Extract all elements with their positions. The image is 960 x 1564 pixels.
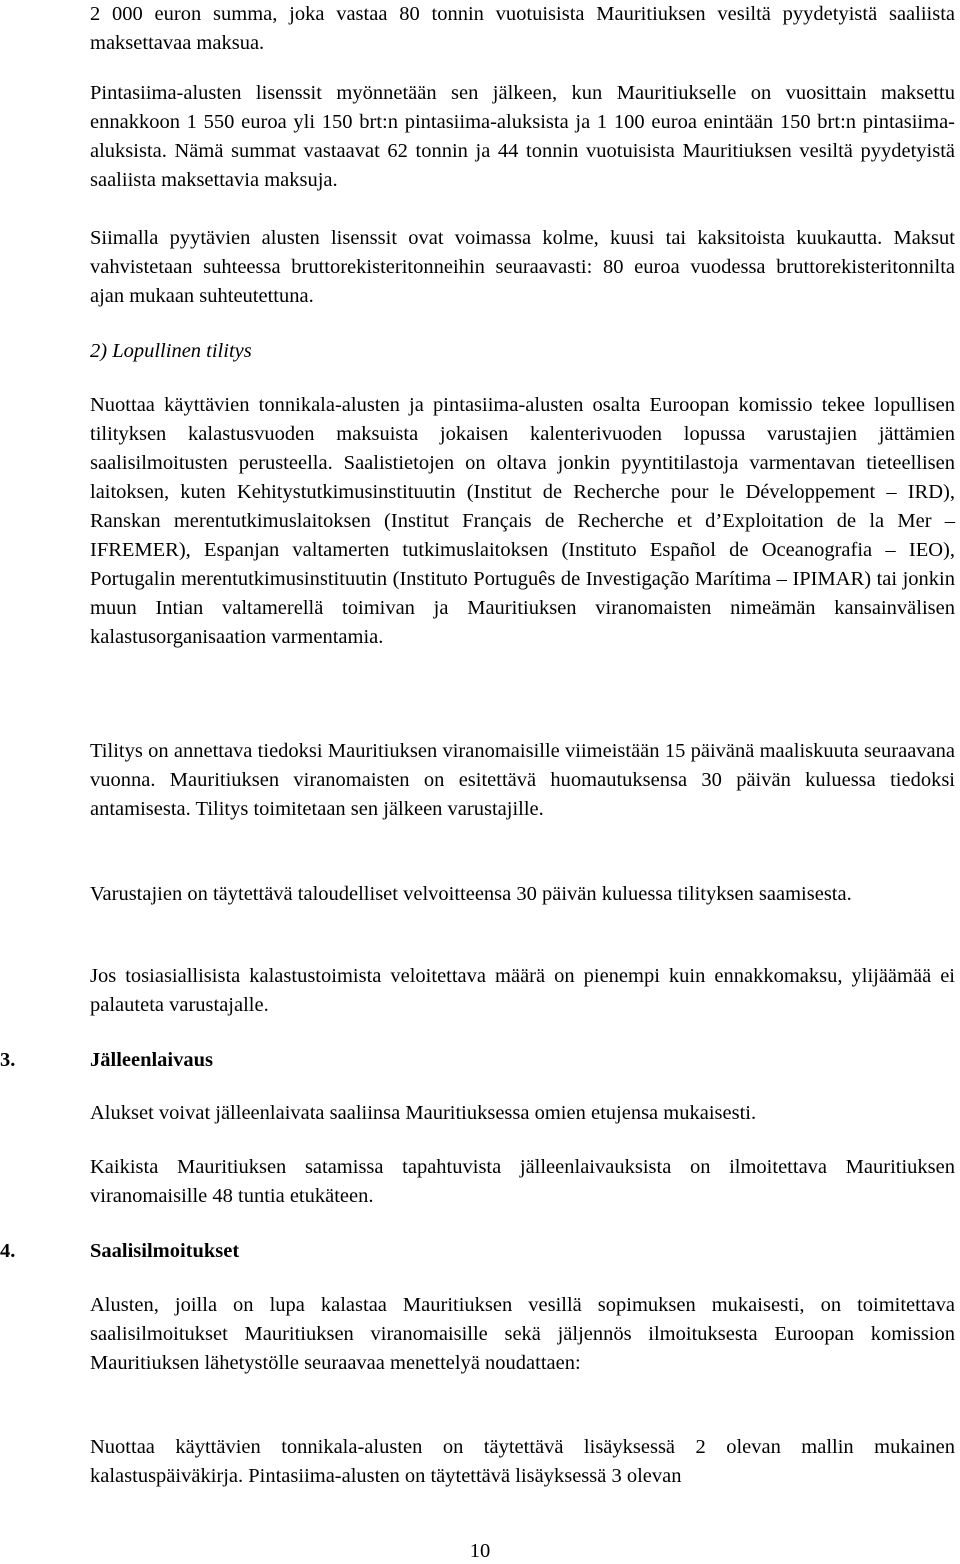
paragraph-longliner-licences: Pintasiima-alusten lisenssit myönnetään sen jälkeen, kun Mauritiukselle on vuosittain maksettu ennakkoon 1 550 euroa yli 150 brt:n pintasiima-aluksista ja 1 100 euroa enintään 150 brt:n pintasiima-aluksista. Nämä summat vastaavat 62 tonnin ja 44 tonnin vuotuisista Mauritiuksen vesiltä pyydetyistä saaliista maksettavia maksuja. [90, 82, 955, 191]
paragraph-transshipment-notice: Kaikista Mauritiuksen satamissa tapahtuvista jälleenlaivauksista on ilmoitettava Mauritiuksen viranomaisille 48 tuntia etukäteen. [90, 1156, 955, 1207]
paragraph-catch-fee: 2 000 euron summa, joka vastaa 80 tonnin vuotuisista Mauritiuksen vesiltä pyydetyistä saaliista maksettavaa maksua. [90, 3, 955, 54]
paragraph-line-vessel-licences: Siimalla pyytävien alusten lisenssit ovat voimassa kolme, kuusi tai kaksitoista kuukautta. Maksut vahvistetaan suhteessa bruttorekisteritonneihin seuraavasti: 80 euroa vuodessa bruttorekisteritonnilta ajan mukaan suhteutettuna. [90, 227, 955, 307]
paragraph-surplus: Jos tosiasiallisista kalastustoimista veloitettava määrä on pienempi kuin ennakkomaksu, ylijäämää ei palauteta varustajalle. [90, 965, 955, 1016]
section-heading-transshipment [0, 1046, 213, 1075]
paragraph-financial-obligations: Varustajien on täytettävä taloudelliset velvoitteensa 30 päivän kuluessa tilityksen saamisesta. [90, 883, 852, 905]
paragraph-transshipment-rights: Alukset voivat jälleenlaivata saaliinsa Mauritiuksessa omien etujensa mukaisesti. [90, 1102, 757, 1124]
section-title: Jälleenlaivaus [90, 1049, 214, 1071]
section-number: 3. [0, 1049, 16, 1071]
section-number: 4. [0, 1240, 16, 1262]
section-heading-catch-reports [0, 1237, 239, 1266]
subheading-final-settlement: 2) Lopullinen tilitys [90, 340, 252, 362]
paragraph-final-settlement: Nuottaa käyttävien tonnikala-alusten ja pintasiima-alusten osalta Euroopan komissio tekee lopullisen tilityksen kalastusvuoden maksuista jokaisen kalenterivuoden lopussa varustajien jättämien saalisilmoitusten perusteella. Saalistietojen on oltava jonkin pyyntitilastoja varmentavan tieteellisen laitoksen, kuten Kehitystutkimusinstituutin (Institut de Recherche pour le Développement – IRD), Ranskan merentutkimuslaitoksen (Institut Français de Recherche et d’Exploitation de la Mer – IFREMER), Espanjan valtamerten tutkimuslaitoksen (Instituto Español de Oceanografia – IEO), Portugalin merentutkimusinstituutin (Instituto Português de Investigação Marítima – IPIMAR) tai jonkin muun Intian valtamerellä toimivan ja Mauritiuksen viranomaisten nimeämän kansainvälisen kalastusorganisaation varmentamia. [90, 394, 955, 648]
paragraph-logbook: Nuottaa käyttävien tonnikala-alusten on täytettävä lisäyksessä 2 olevan mallin mukainen kalastuspäiväkirja. Pintasiima-alusten on täytettävä lisäyksessä 3 olevan [90, 1436, 955, 1487]
paragraph-catch-report-procedure: Alusten, joilla on lupa kalastaa Mauritiuksen vesillä sopimuksen mukaisesti, on toimitettava saalisilmoitukset Mauritiuksen viranomaisille sekä jäljennös ilmoituksesta Euroopan komission Mauritiuksen lähetystölle seuraavaa menettelyä noudattaen: [90, 1294, 955, 1374]
page-number: 10 [469, 1540, 491, 1562]
paragraph-settlement-notice: Tilitys on annettava tiedoksi Mauritiuksen viranomaisille viimeistään 15 päivänä maaliskuuta seuraavana vuonna. Mauritiuksen viranomaisten on esitettävä huomautuksensa 30 päivän kuluessa tiedoksi antamisesta. Tilitys toimitetaan sen jälkeen varustajille. [90, 740, 955, 820]
section-title: Saalisilmoitukset [90, 1240, 240, 1262]
